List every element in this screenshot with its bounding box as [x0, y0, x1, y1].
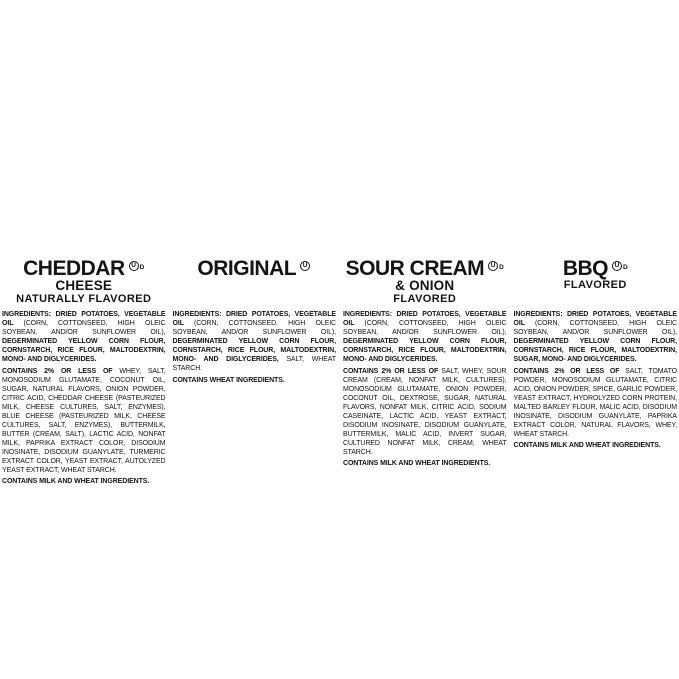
ingredients-regular-run: (CORN, COTTONSEED, HIGH OLEIC SOYBEAN, AND/OR SUNFLOWER OIL), [172, 320, 336, 336]
ingredients-text [514, 310, 678, 450]
kosher-circle-u-icon: U [129, 261, 139, 271]
ingredients-text [343, 310, 507, 468]
ingredients-regular-run: (CORN, COTTONSEED, HIGH OLEIC SOYBEAN, AND/OR SUNFLOWER OIL), [513, 320, 677, 336]
panel-original [173, 259, 337, 489]
flavor-title: ORIGINAL [197, 257, 297, 280]
panel-bbq [514, 259, 678, 489]
flavor-descriptor: NATURALLY FLAVORED [16, 293, 152, 305]
ingredients-bold-run: INGREDIENTS: DRIED POTATOES, VEGETABLE OIL [2, 311, 166, 327]
ingredients-bold-run: DEGERMINATED YELLOW CORN FLOUR, CORNSTARCH, RICE FLOUR, MALTODEXTRIN, MONO- AND DIGLYCERIDES. [2, 338, 166, 363]
ingredients-regular-run: SALT, WHEAT STARCH. [172, 356, 336, 372]
kosher-circle-u-icon: U [612, 261, 622, 271]
panel-header-cheddar [2, 259, 166, 310]
ingredients-text [2, 310, 166, 486]
ingredients-paragraph [173, 310, 337, 373]
ingredients-bold-run: INGREDIENTS: DRIED POTATOES, VEGETABLE OIL [343, 311, 507, 327]
ingredients-bold-run: DEGERMINATED YELLOW CORN FLOUR, CORNSTARCH, RICE FLOUR, MALTODEXTRIN, SUGAR, MONO- AND DIGLYCERIDES. [513, 338, 677, 363]
panel-cheddar-cheese [2, 259, 166, 489]
ingredients-paragraph [343, 459, 507, 468]
ingredients-regular-run: SALT, TOMATO POWDER, MONOSODIUM GLUTAMATE, CITRIC ACID, ONION POWDER, SPICE, GARLIC POWDER, YEAST EXTRACT, HYDROLYZED CORN PROTEIN, MALTED BARLEY FLOUR, MALIC ACID, DISODIUM INOSINATE, DISODIUM GUANYLATE, PAPRIKA EXTRACT COLOR, NATURAL FLAVORS, WHEY, WHEAT STARCH. [513, 367, 677, 438]
panel-sour-cream-onion [343, 259, 507, 489]
flavor-descriptor: FLAVORED [563, 279, 627, 291]
title-row [343, 259, 507, 279]
kosher-ou-d-icon [612, 261, 628, 271]
ingredients-regular-run: SALT, WHEY, SOUR CREAM (CREAM, NONFAT MILK, CULTURES), MONOSODIUM GLUTAMATE, ONION POWDER, COCONUT OIL, DEXTROSE, SUGAR, NATURAL FLAVORS, NONFAT MILK, CITRIC ACID, SODIUM CASEINATE, LACTIC ACID, YEAST EXTRACT, DISODIUM INOSINATE, DISODIUM GUANYLATE, BUTTERMILK, MALIC ACID, INVERT SUGAR, CULTURED NONFAT MILK, CREAM, WHEAT STARCH. [343, 367, 507, 456]
kosher-dairy-letter: D [622, 263, 628, 271]
title-row [2, 259, 166, 279]
ingredients-bold-run: INGREDIENTS: DRIED POTATOES, VEGETABLE OIL [172, 311, 336, 327]
ingredients-regular-run: (CORN, COTTONSEED, HIGH OLEIC SOYBEAN, AND/OR SUNFLOWER OIL), [343, 320, 507, 336]
flavor-title: BBQ [562, 257, 608, 280]
ingredients-paragraph [343, 310, 507, 364]
kosher-circle-u-icon: U [300, 261, 310, 271]
ingredient-label-strip [2, 259, 677, 489]
kosher-ou-d-icon [488, 261, 504, 271]
ingredients-bold-run: DEGERMINATED YELLOW CORN FLOUR, CORNSTARCH, RICE FLOUR, MALTODEXTRIN, MONO- AND DIGLYCERIDES, [172, 338, 336, 363]
ingredients-paragraph [514, 441, 678, 450]
ingredients-bold-run: CONTAINS 2% OR LESS OF [2, 367, 120, 375]
title-row [173, 259, 337, 279]
flavor-subtitle: & ONION [395, 278, 455, 293]
ingredients-bold-run: CONTAINS MILK AND WHEAT INGREDIENTS. [513, 442, 661, 449]
ingredients-regular-run: WHEY, SALT, MONOSODIUM GLUTAMATE, COCONUT OIL, SUGAR, NATURAL FLAVORS, ONION POWDER, CITRIC ACID, CHEDDAR CHEESE (PASTEURIZED MILK, CHEESE CULTURES, SALT, ENZYMES), BLUE CHEESE (PASTEURIZED MILK, CHEESE CULTURES, SALT, ENZYMES), BUTTERMILK, BUTTER (CREAM, SALT), LACTIC ACID, NONFAT MILK, PAPRIKA EXTRACT COLOR, DISODIUM INOSINATE, DISODIUM GUANYLATE, TURMERIC EXTRACT COLOR, YEAST EXTRACT, AUTOLYZED YEAST EXTRACT, WHEAT STARCH. [2, 367, 166, 474]
panel-header-bbq [514, 259, 678, 310]
kosher-ou-d-icon [129, 261, 145, 271]
ingredients-regular-run: (CORN, COTTONSEED, HIGH OLEIC SOYBEAN, AND/OR SUNFLOWER OIL), [2, 320, 166, 336]
flavor-title: SOUR CREAM [345, 257, 485, 280]
kosher-ou-icon [300, 261, 311, 271]
ingredients-bold-run: CONTAINS WHEAT INGREDIENTS. [172, 376, 285, 384]
ingredients-paragraph [514, 310, 678, 364]
kosher-circle-u-icon: U [488, 261, 498, 271]
ingredients-paragraph [173, 376, 337, 385]
flavor-title: CHEDDAR [23, 257, 125, 280]
ingredients-paragraph [343, 367, 507, 457]
ingredients-bold-run: CONTAINS 2% OR LESS OF [343, 367, 442, 375]
panel-header-sour-cream-onion [343, 259, 507, 310]
ingredients-bold-run: DEGERMINATED YELLOW CORN FLOUR, CORNSTARCH, RICE FLOUR, MALTODEXTRIN, MONO- AND DIGLYCERIDES. [343, 338, 507, 363]
kosher-dairy-letter: D [499, 263, 504, 271]
ingredients-paragraph [514, 367, 678, 439]
title-row [514, 259, 678, 279]
ingredients-paragraph [2, 367, 166, 475]
ingredients-bold-run: INGREDIENTS: DRIED POTATOES, VEGETABLE OIL [513, 311, 677, 327]
ingredients-bold-run: CONTAINS MILK AND WHEAT INGREDIENTS. [343, 460, 491, 467]
ingredients-bold-run: CONTAINS MILK AND WHEAT INGREDIENTS. [2, 478, 150, 485]
ingredients-text [173, 310, 337, 385]
panel-header-original [173, 259, 337, 310]
flavor-subtitle: CHEESE [55, 278, 113, 293]
ingredients-paragraph [2, 477, 166, 486]
ingredients-bold-run: CONTAINS 2% OR LESS OF [513, 367, 626, 375]
kosher-dairy-letter: D [139, 263, 145, 271]
ingredients-paragraph [2, 310, 166, 364]
flavor-descriptor: FLAVORED [393, 293, 457, 305]
